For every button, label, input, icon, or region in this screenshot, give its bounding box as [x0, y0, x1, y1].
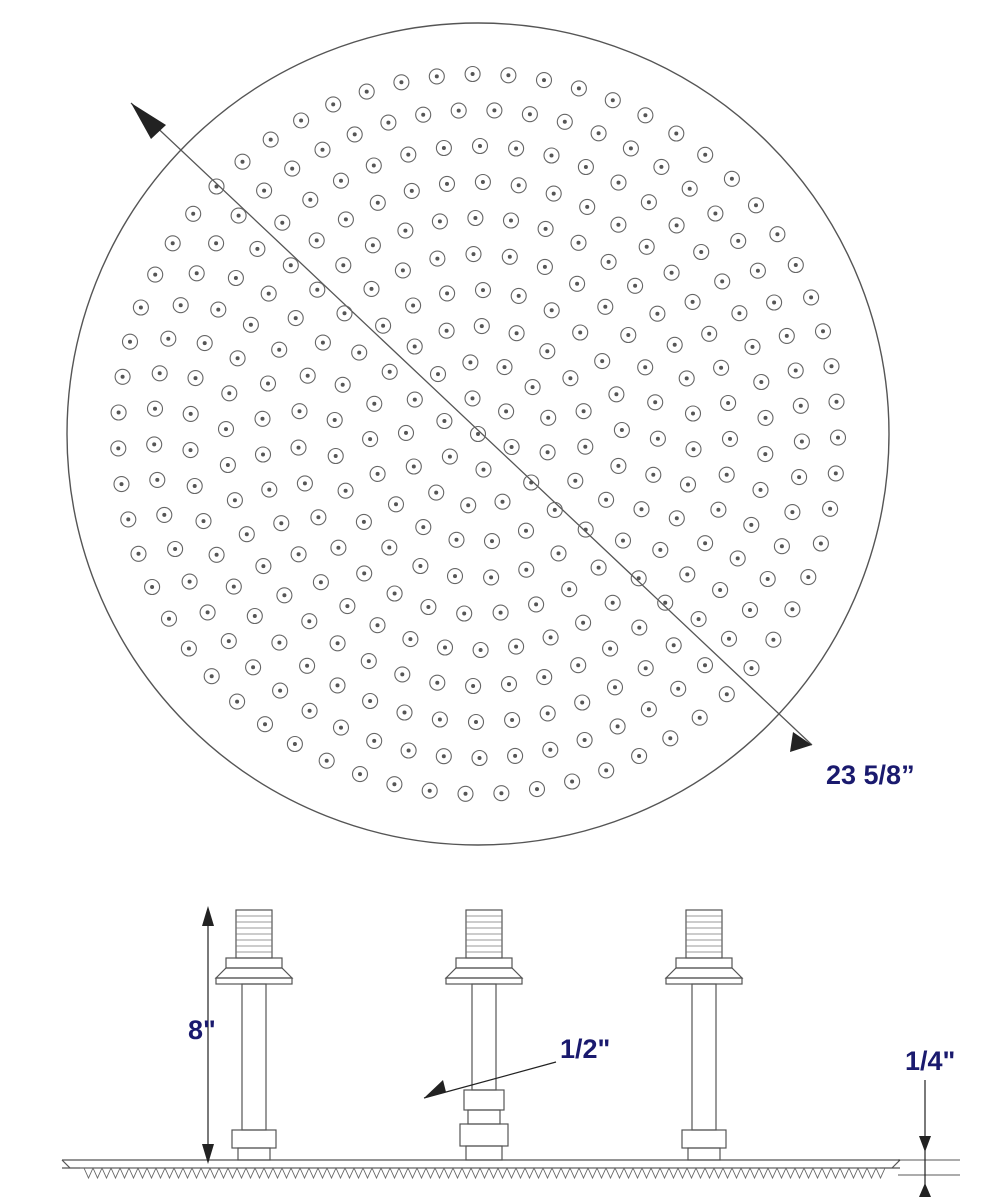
top-view-group [67, 23, 889, 845]
nozzle-array [111, 67, 846, 802]
dimension-label-height: 8" [188, 1015, 216, 1045]
nozzle-teeth-band [80, 1168, 885, 1178]
mounting-post-right [666, 910, 742, 1160]
dimension-label-thickness: 1/4" [905, 1046, 956, 1076]
diameter-leader-line [131, 103, 812, 745]
thickness-dimension [898, 1080, 960, 1197]
dimension-label-inlet: 1/2" [560, 1034, 611, 1064]
mounting-post-center [446, 910, 522, 1160]
inlet-leader [424, 1062, 556, 1098]
dimension-label-diameter: 23 5/8” [826, 760, 915, 790]
base-plate-left-edge [62, 1160, 70, 1168]
base-plate-right-edge [892, 1160, 900, 1168]
mounting-post-left [216, 910, 292, 1160]
diameter-arrow-start [131, 103, 166, 139]
side-view-group [62, 906, 960, 1197]
